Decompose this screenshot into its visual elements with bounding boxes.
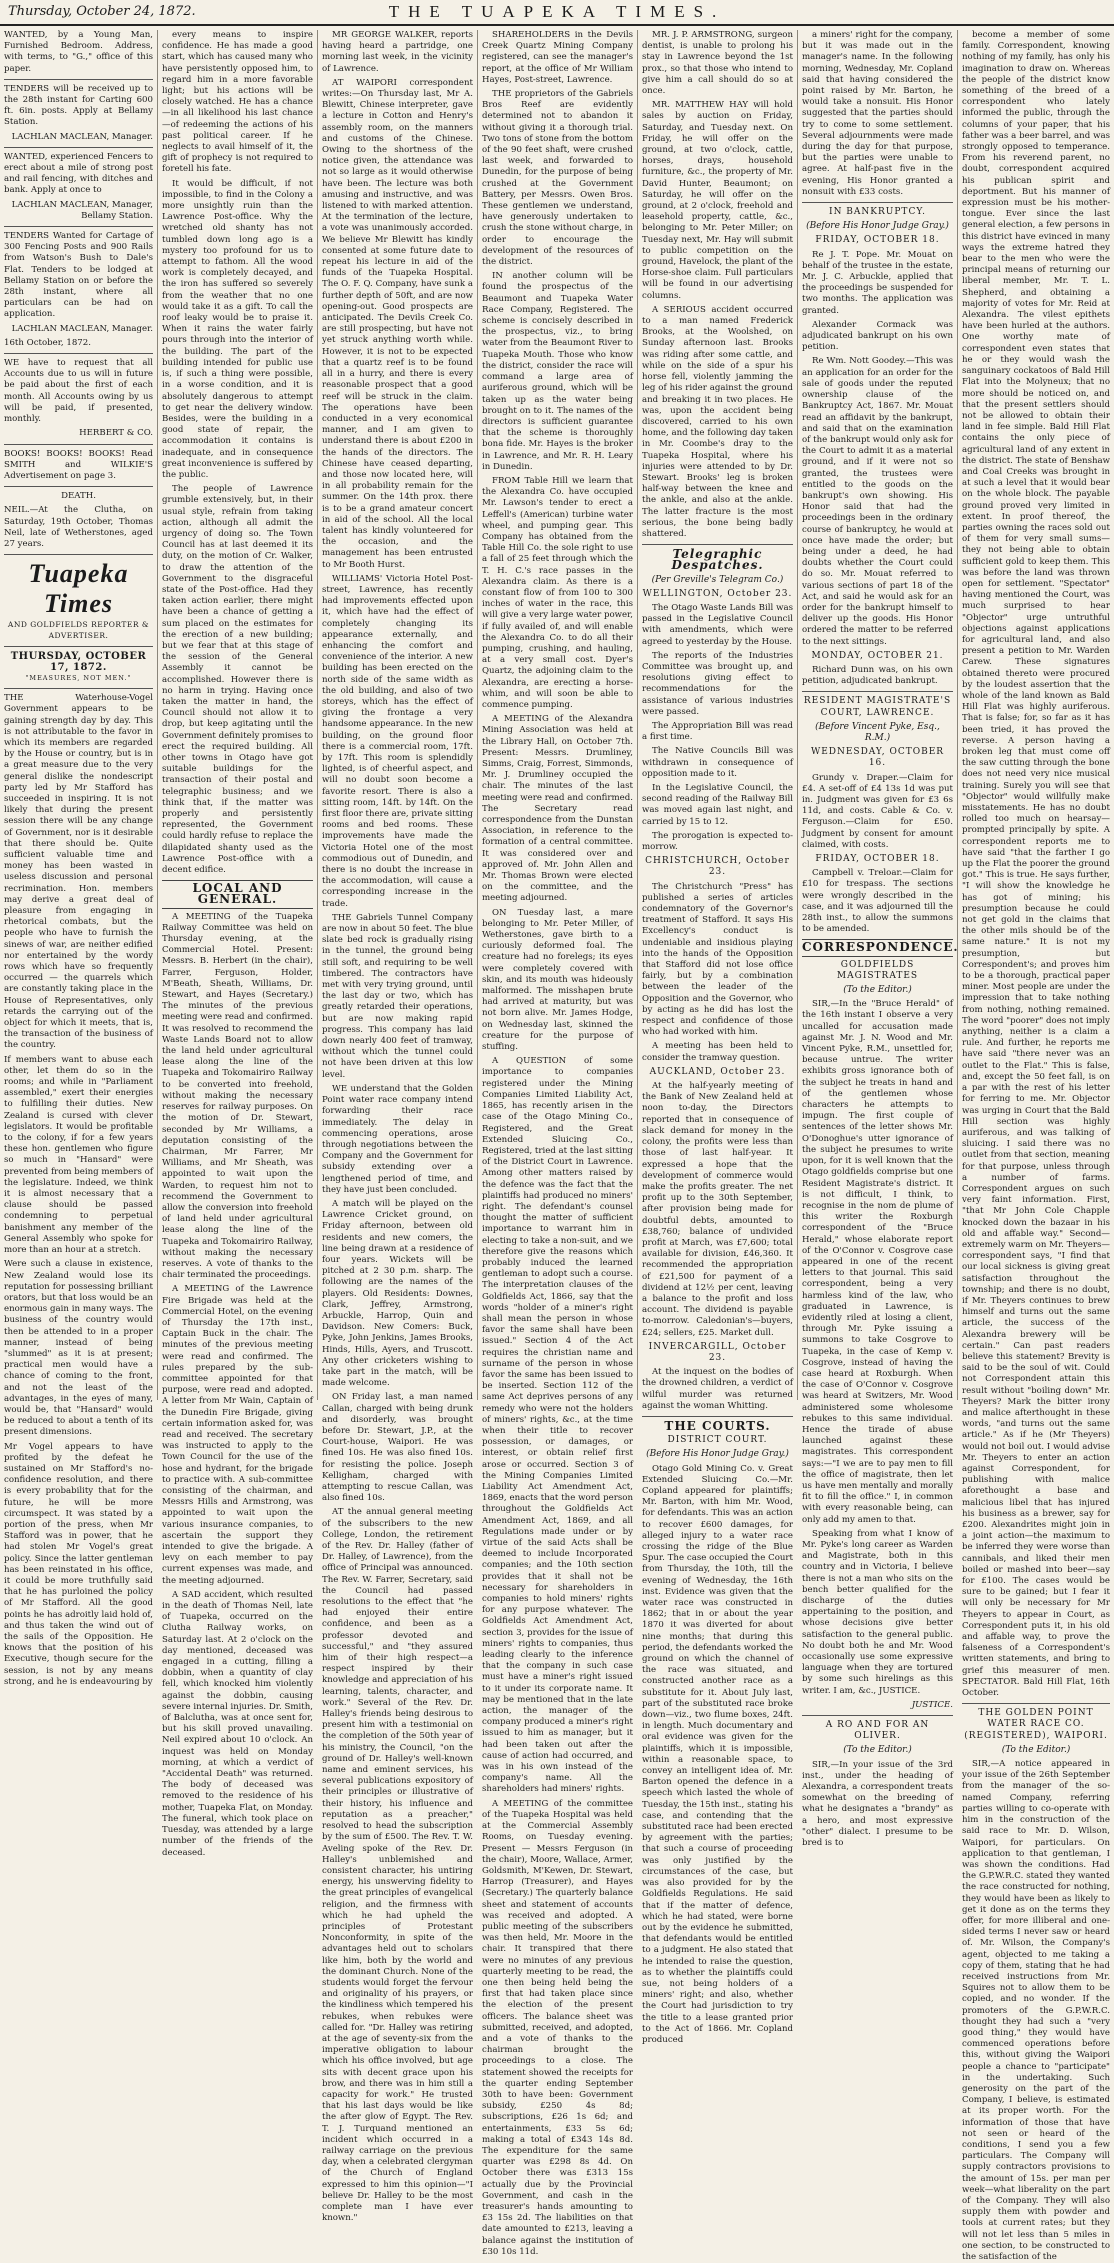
letter-paragraph: SIR,—A notice appeared in your issue of the 26th September from the manager of the so-named Company, referring parties willing to co-operate with him in the construction of the said race to Mr. D. Wilson, Waipori, for particulars. On application to that gentleman, I was shown the conditions. Had the G.P.W.R.C. stated they wanted the race constructed for nothing, they would have been as likely to get it done as on the terms they offer, for more illiberal and one-sided terms I never saw or heard of. Mr. Wilson, the Company's agent, objected to me taking a copy of them, stating that he had received instructions from Mr. Squires not to allow them to be copied, and no wonder. If the promoters of the G.P.W.R.C. thought they had such a "very good thing," they would have commenced operations before this, without giving the Waipori people a chance to "participate" in the undertaking. Such generosity on the part of the Company, I believe, is estimated at its proper worth. For the information of those that have not seen or heard of the conditions, I send you a few particulars. The Company will supply contractors provisions to the amount of 15s. per man per week—what liberality on the part of the Company. They will also supply them with powder and tools at current rates; but they will not let less than 5 miles in one section, to be constructed to the satisfaction of the	[962, 1759, 1110, 2263]
news-item: A MEETING of the committee of the Tuapeka Hospital was held at the Commercial Assembly Rooms, on Tuesday evening. Present — Messrs Ferguson (in the chair), Moore, Wallace, Armer, Goldsmith, M'Kewen, Dr. Stewart, Harrop (Treasurer), and Hayes (Secretary.) The quarterly balance sheet and statement of accounts was received and adopted. A public meeting of the subscribers was then held, Mr. Moore in the chair. It transpired that there were no minutes of any previous quarterly meeting to be read, the one then being held being the first that had taken place since the election of the present officers. The balance sheet was submitted, received, and adopted, and a vote of thanks to the chairman brought the proceedings to a close. The statement showed the receipts for the quarter ending September 30th to have been: Government subsidy, £250 4s 8d; subscriptions, £26 1s 6d; and entertainments, £33 5s 6d; making a total of £343 14s 8d. The expenditure for the same quarter was £298 8s 4d. On October there was £313 15s actually due by the Provincial Government, and cash in the treasurer's hands amounting to £3 15s 2d. The liabilities on that date amounted to £213, leaving a balance against the institution of £30 10s 11d.	[482, 1798, 633, 2257]
ad-tenders-cartage: TENDERS Wanted for Cartage of 300 Fencing Posts and 900 Rails from Watson's Bush to Dale's Flat. Tenders to be lodged at Bellamy Station on or before the 28th instant, where all particulars can be had on application.	[4, 231, 153, 320]
ad-tenders-posts: TENDERS will be received up to the 28th instant for Carting 600 ft. 6in. posts. Apply at Bellamy Station.	[4, 83, 153, 128]
rm-court-magistrate: (Before Vincent Pyke, Esq., R.M.)	[815, 721, 940, 743]
telegram: The prorogation is expected to-morrow.	[642, 830, 793, 853]
column-rule	[637, 30, 638, 1400]
paper-name: Tuapeka Times	[28, 559, 129, 619]
column-rule	[477, 30, 478, 1400]
dateline: INVERCARGILL, October 23.	[648, 1341, 787, 1363]
dateline: WELLINGTON, October 23.	[642, 588, 793, 599]
leader-paragraph: every means to inspire confidence. He has made a good start, which has caused many who have persistently opposed him, to regard him in a more favorable light; but his actions will be closely watched. He has a chance—in all likelihood his last chance—of redeeming the actions of his past political career. If he neglects to avail himself of it, the gift of prophecy is not required to foretell his fate.	[162, 30, 313, 175]
telegram: A meeting has been held to consider the tramway question.	[642, 1041, 793, 1063]
column-rule	[157, 30, 158, 1400]
news-item: WILLIAMS' Victoria Hotel Post-street, Lawrence, has recently had improvements effected upon it, which have had the effect of completely changing its appearance externally, and enhancing the comfort and convenience of the interior. A new building has been erected on the north side of the same width as the old building, and also of two storeys, which has the effect of giving the frontage a very handsome appearance. In the new building, on the ground floor there is a commercial room, 17ft. by 17ft. This room is splendidly lighted, is of cheerful aspect, and will no doubt soon become a favorite resort. There is also a sitting room, 14ft. by 14ft. On the first floor there are, private sitting rooms and bed rooms. These improvements have made the Victoria Hotel one of the most commodious out of Dunedin, and there is no doubt the increase in the accommodation, will cause a corresponding increase in the trade.	[322, 573, 473, 909]
letter-signature: JUSTICE.	[911, 1699, 953, 1710]
telegram: The Christchurch "Press" has published a series of articles condemnatory of the Governor's treatment of Stafford. It says His Excellency's conduct is undeniable and insidious playing into the hands of the Opposition that Stafford did not lose office fairly, but by a combination between the leader of the Opposition and the Governor, who by acting as he did has lost the respect and confidence of those who had worked with him.	[642, 881, 793, 1038]
news-item: MR GEORGE WALKER, reports having heard a partridge, one morning last week, in the vicinity of Lawrence.	[322, 30, 473, 74]
telegram: In the Legislative Council, the second reading of the Railway Bill was moved again last night, and carried by 15 to 12.	[642, 783, 793, 827]
news-item: ON Tuesday last, a mare belonging to Mr. Peter Miller, of Wetherstones, gave birth to a curiously deformed foal. The creature had no forelegs; its eyes were completely covered with skin, and its mouth was hideously malformed. The misshapen brute had arrived at maturity, but was not born alive. Mr. James Hodge, on Wednesday last, skinned the creature for the purpose of stuffing.	[482, 907, 633, 1053]
telegram: The Otago Waste Lands Bill was passed in the Legislative Council with amendments, which were agreed to yesterday by the House.	[642, 602, 793, 647]
news-item: MR. J. P. ARMSTRONG, surgeon dentist, is unable to prolong his stay in Lawrence beyond the 1st prox., so that those who intend to give him a call should do so at once.	[642, 30, 793, 97]
column-rule	[797, 30, 798, 1400]
bankruptcy-judge: (Before His Honor Judge Gray.)	[806, 221, 949, 232]
header-date: Thursday, October 24, 1872.	[8, 4, 196, 19]
district-court-judge: (Before His Honor Judge Gray.)	[646, 1449, 789, 1460]
letter-heading: THE GOLDEN POINT WATER RACE CO. (REGISTERED), WAIPORI.	[964, 1708, 1108, 1741]
ad-signature: LACHLAN MACLEAN, Manager.	[11, 323, 153, 334]
page-header	[0, 0, 1114, 26]
column-rule	[317, 30, 318, 1400]
death-heading: DEATH.	[61, 491, 96, 502]
letter-paragraph: SIR,—In the "Bruce Herald" of the 16th instant I observe a very uncalled for accusation made against Mr. J. N. Wood and Mr. Vincent Pyke, R.M., unsettled for, because untrue. The writer exhibits gross ignorance both of the subject he treats in hand and of the gentlemen whose characters he attempts to impugn. The first couple of sentences of the letter shows Mr. O'Donoghue's utter ignorance of the subject he presumes to write upon, for it is well known that the Otago goldfields comprise but one Resident Magistrate's district. It is not difficult, I think, to recognise in the nom de plume of this writer the Roxburgh correspondent of the "Bruce Herald," whose elaborate report of the O'Connor v. Cosgrove case appeared in one of the recent letters to that journal. This said correspondent, being a very harmless kind of the law, who graduated in Lawrence, is evidently riled at losing a client, through Mr. Pyke issuing a summons to take Cosgrove to Tuapeka, in the case of Kemp v. Cosgrove, instead of having the case heard at Roxburgh. When the case of O'Connor v. Cosgrove was heard at Switzers, Mr. Wood administered some wholesome rebukes to this same individual. Hence the tirade of abuse launched against these magistrates. This correspondent says:—"I we are to pay men to fill the office of magistrate, then let us have men mentally and morally fit to fill the office." I, in common with every reasonable being, can only add my amen to that.	[802, 999, 953, 1525]
column-rule	[957, 30, 958, 1400]
letter-paragraph: Speaking from what I know of Mr. Pyke's long career as Warden and Magistrate, both in this country and in Victoria, I believe there is not a man who sits on the bench better qualified for the discharge of the duties appertaining to the position, and whose decisions give better satisfaction to the general public. No doubt both he and Mr. Wood occasionally use some expressive language when they are tortured by some such hirelings as this writer. I am, &c., JUSTICE.	[802, 1528, 953, 1696]
news-item: MR. MATTHEW HAY will hold sales by auction on Friday, Saturday, and Tuesday next. On Friday, he will offer on the ground, at two o'clock, cattle, horses, drays, household furniture, &c., the property of Mr. David Hunter, Beaumont; on Saturday, he will offer on the ground, at 2 o'clock, freehold and leasehold property, cattle, &c., belonging to Mr. Peter Miller; on Tuesday next, Mr. Hay will submit to public competition on the ground, Havelock, the plant of the Horse-shoe claim. Full particulars will be found in our advertising columns.	[642, 100, 793, 301]
news-item: AT WAIPORI correspondent writes:—On Thursday last, Mr A. Blewitt, Chinese interpreter, gave a lecture in Cotton and Henry's assembly room, on the manners and customs of the Chinese. Owing to the shortness of the notice given, the attendance was not so large as it would otherwise have been. The lecture was both amusing and instructive, and was listened to with marked attention. At the termination of the lecture, a vote was unanimously accorded. We believe Mr Blewitt has kindly consented at some future date to repeat his lecture in aid of the funds of the Tuapeka Hospital. The O. F. Q. Company, have sunk a further depth of 50ft, and are now opening-out. Good prospects are anticipated. The Devils Creek Co. are still prospecting, but have not yet struck anything worth while. However, it is not to be expected that a quartz reef is to be found all in a hurry, and there is every reasonable prospect that a good reef will be struck in the claim. The operations have been conducted in a very economical manner, and I am given to understand there is about £200 in the hands of the directors. The Chinese have ceased departing, and those now located here, will in all probability remain for the summer. On the 14th prox. there is to be a grand amateur concert in aid of the school. All the local talent has kindly volunteered for the occasion, and the management has been entrusted to Mr Booth Hurst.	[322, 77, 473, 570]
news-item: IN another column will be found the prospectus of the Beaumont and Tuapeka Water Race Company, Registered. The scheme is concisely described in the prospectus, viz., to bring water from the Beaumont River to Tuapeka Mouth. Those who know the district, consider the race will command a large area of auriferous ground, which will be taken up as the water being brought on to it. The names of the directors is sufficient guarantee that the scheme is thoroughly bona fide. Mr. Hayes is the broker in Lawrence, and Mr. R. H. Leary in Dunedin.	[482, 271, 633, 472]
correspondence-heading: CORRESPONDENCE.	[802, 939, 953, 956]
telegram: At the half-yearly meeting of the Bank of New Zealand held at noon to-day, the Directors reported that in consequence of slack demand for money in the colony, the profits were less than those of last half-year. It expressed a hope that the development of commerce would make the profits greater. The net profit up to the 30th September, after provision being made for doubtful debts, amounted to £38,760; balance of undivided profit at March, was £7,600; total available for division, £46,360. It recommended the appropriation of £21,500 for payment of a dividend at 12½ per cent, leaving a balance to the profit and loss account. The dividend is payable to-morrow. Caledonian's—buyers, £24; sellers, £25. Market dull.	[642, 1081, 793, 1338]
rm-case: Grundy v. Draper.—Claim for £4. A set-off of £4 13s 1d was put in. Judgment was given for £3 6s 11d, and costs. Cable & Co. v. Ferguson.—Claim for £50. Judgment by consent for amount claimed, with costs.	[802, 772, 953, 850]
news-item: SHAREHOLDERS in the Devils Creek Quartz Mining Company registered, can see the manager's report, at the office of Mr William Hayes, Post-street, Lawrence.	[482, 30, 633, 85]
telegram: At the inquest on the bodies of the drowned children, a verdict of wilful murder was returned against the woman Whitting.	[642, 1367, 793, 1411]
ad-date: 16th October, 1872.	[4, 337, 91, 348]
column-1	[4, 30, 153, 1687]
ad-wanted-bedroom: WANTED, by a Young Man, Furnished Bedroom. Address, with terms, to "G.," office of this paper.	[4, 30, 153, 74]
news-item: A SERIOUS accident occurred to a man named Frederick Brooks, at the Woolshed, on Sunday afternoon last. Brooks was riding after some cattle, and while on the side of a spur his horse fell, violently jamming the leg of his rider against the ground and breaking it in two places. He was, upon the accident being discovered, carried to his own home, and the following day taken in Mr. Coombe's dray to the Tuapeka Hospital, where his injuries were attended to by Dr. Stewart. Brooks' leg is broken half-way between the knee and the ankle, and also at the ankle. The latter fracture is the most serious, the bone being badly shattered.	[642, 304, 793, 539]
leader-paragraph: Mr Vogel appears to have profited by the defeat he sustained on Mr Stafford's no-confidence resolution, and there is every probability that for the future, he will be more circumspect. It was stated by a portion of the press, when Mr Stafford was in power, that he had stolen Mr Vogel's great policy. Since the latter gentleman has been reinstated in his office, it could be more truthfully said that he has purloined the policy of Mr Stafford. All the good points he has adroitly laid hold of, and thus taken the wind out of the sails of the Opposition. He knows that the position of his Executive, though secure for the session, is not by any means strong, and he is endeavouring by	[4, 1441, 153, 1687]
telegraphic-source: (Per Greville's Telegram Co.)	[651, 574, 784, 585]
district-court-heading: DISTRICT COURT.	[667, 1435, 768, 1446]
paper-date: THURSDAY, OCTOBER 17, 1872.	[10, 650, 147, 673]
ad-wanted-fencers: WANTED, experienced Fencers to erect about a mile of strong post and rail fencing, with ditches and bank. Apply at once to	[4, 151, 153, 196]
leader-paragraph: If members want to abuse each other, let them do so in the rooms; and while in "Parliament assembled," exert their energies to fulfilling their duties. New Zealand is cursed with clever legislators. It would be profitable to the colony, if for a few years these hon. gentlemen who figure so much in "Hansard" were prevented from being members of the legislature. Indeed, we think it is almost necessary that a clause should be passed condemning to perpetual banishment any member of the General Assembly who spoke for more than an hour at a stretch.	[4, 1054, 153, 1256]
news-item: AT the annual general meeting of the subscribers to the new College, London, the retirement of the Rev. Dr. Halley (father of Dr. Halley, of Lawrence), from the office of Principal was announced. The Rev. W. Farrer, Secretary, said the Council had passed resolutions to the effect that "he had enjoyed their entire confidence, and been as a professor devoted and successful," and "they assured him of their high respect—a respect inspired by their knowledge and appreciation of his learning, talents, character, and work." Several of the Rev. Dr. Halley's friends being desirous to present him with a testimonial on the completion of the 50th year of his ministry, the Council, "on the ground of Dr. Halley's well-known name and eminent services, his several publications expository of their principles or illustrative of their history, his influence and reputation as a preacher," resolved to head the subscription by the sum of £500. The Rev. T. W. Aveling spoke of the Rev. Dr. Halley's unblemished and consistent character, his untiring energy, his unswerving fidelity to the great principles of evangelical religion, and the firmness with which he had upheld the principles of Protestant Nonconformity, in spite of the advantages held out to scholars like him, both by the world and the dominant Church. None of the students would forget the fervour and originality of his prayers, or the kindliness which tempered his rebukes, when rebukes were called for. "Dr. Halley was retiring at the age of seventy-six from the imperative obligation to labour which his office involved, but age sits with decent grace upon his brow, and there was in him still a capacity for work." He trusted that his last days would be like the after glow of Egypt. The Rev. T. J. Turquand mentioned an incident which occurred in a railway carriage on the previous day, when a celebrated clergyman of the Church of England expressed to him this opinion—"I believe Dr. Halley to be the most complete man I have ever known."	[322, 1507, 473, 2224]
column-7	[962, 30, 1110, 2263]
dateline: MONDAY, OCTOBER 21.	[811, 650, 944, 661]
ad-books: BOOKS! BOOKS! BOOKS! Read SMITH and WILKIE'S Advertisement on page 3.	[4, 448, 153, 481]
bankruptcy-case: Re Wm. Nott Goodey.—This was an application for an order for the sale of goods under the reputed ownership clause of the Bankruptcy Act, 1867. Mr. Mouat read an affidavit by the bankrupt, and said that on the examination of the bankrupt would only ask for the Court to admit it as a material ground, and if it were not so granted, the trustees were entitled to the goods on the bankrupt's own showing. His Honor said that had the proceedings been in the ordinary course of bankruptcy, he would at once have made the order; but being under a deed, he had doubts whether the Court could do so. Mr. Mouat referred to various sections of part 18 of the Act, and said he would ask for an order for the bankrupt himself to deliver up the goods. His Honor ordered the matter to be referred to the next sittings.	[802, 356, 953, 647]
news-item: A match will be played on the Lawrence Cricket ground, on Friday afternoon, between old residents and new comers, the line being drawn at a residence of four years. Wickets will be pitched at 2 30 p.m. sharp. The following are the names of the players. Old Residents: Downes, Clark, Jeffrey, Armstrong, Arbuckle, Harrop, Quin and Davidson. New Comers: Buck, Pyke, John Jenkins, James Brooks, Hinds, Hills, Ayers, and Truscott. Any other cricketers wishing to take part in the match, will be made welcome.	[322, 1198, 473, 1389]
letter-paragraph: SIR,—In your issue of the 3rd inst., under the heading of Alexandra, a correspondent treats somewhat on the breeding of what he designates a "brandy" as a hero, and most expressive "other" dialect. I presume to be bred is to	[802, 1759, 953, 1849]
court-report: Otago Gold Mining Co. v. Great Extended Sluicing Co.—Mr. Copland appeared for plaintiffs; Mr. Barton, with him Mr. Wood, for defendants. This was an action to recover £600 damages, for alleged injury to a water race crossing the ridge of the Blue Spur. The case occupied the Court from Thursday, the 10th, till the evening of Wednesday, the 16th inst. Evidence was given that the water race was constructed in 1862; that in or about the year 1870 it was diverted for about nine months; that during this period, the defendants worked the ground on which the channel of the race was situated, and constructed another race as a substitute for it. About July last, part of the substituted race broke down—viz., two flume boxes, 24ft. in length. Much documentary and oral evidence was given for the plaintiffs, which it is impossible, within a reasonable space, to convey an intelligent idea of. Mr. Barton opened the defence in a speech which lasted the whole of Tuesday, the 15th inst., stating his case, and contending that the substituted race had been erected by agreement with the parties; that such a course of proceeding was only justified by the circumstances of the case, but was also provided for by the Goldfields Regulations. He said that if the matter of defence, which he had stated, were borne out by the evidence he submitted, that defendants would be entitled to a judgment. He also stated that he intended to raise the question, as to whether the plaintiffs could sue, not being holders of a miners' right; and also, whether the Court had jurisdiction to try the title to a lease granted prior to the Act of 1866. Mr. Copland produced	[642, 1463, 793, 2045]
letter-heading: A RO AND FOR AN OLIVER.	[825, 1720, 930, 1742]
news-item: WE understand that the Golden Point water race company intend forwarding their race immediately. The delay in commencing operations, arose through negotiations between the Company and the Government for subsidy extending over a lengthened period of time, and they have just been concluded.	[322, 1083, 473, 1195]
column-2	[162, 30, 313, 1858]
header-masthead: THE TUAPEKA TIMES.	[388, 2, 726, 21]
leader-paragraph: The people of Lawrence grumble extensively, but, in their usual style, refrain from taking action, although all admit the urgency of doing so. The Town Council has at last deemed it its duty, on the motion of Cr. Walker, to draw the attention of the Government to the disgraceful state of the Post-office. Had they taken action earlier, there might have been a chance of getting a sum placed on the estimates for the erection of a new building; but we fear that at this stage of the session of the General Assembly it cannot be accomplished. However there is no harm in trying. Having once taken the matter in hand, the Council should not allow it to drop, but keep agitating until the Government definitely promises to erect the required building. All other towns in Otago have got suitable buildings for the transaction of their postal and telegraphic business; and we think that, if the matter was properly and persistently represented, the Government could hardly refuse to replace the dilapidated shanty used as the Lawrence Post-office with a decent edifice.	[162, 484, 313, 876]
dateline: FRIDAY, OCTOBER 18.	[815, 854, 940, 865]
news-item: ON Friday last, a man named Callan, charged with being drunk and disorderly, was brought before Dr. Stewart, J.P., at the Court-house, Waipori. He was fined 10s. He was also fined 10s. for resisting the police. Joseph Kelligham, charged with attempting to rescue Callan, was also fined 10s.	[322, 1392, 473, 1504]
letter-addressee: (To the Editor.)	[843, 1745, 912, 1756]
letter-addressee: (To the Editor.)	[1001, 1744, 1071, 1755]
letter-addressee: (To the Editor.)	[843, 985, 912, 996]
column-6	[802, 30, 959, 1849]
telegram: The Native Councils Bill was withdrawn in consequence of opposition made to it.	[642, 746, 793, 779]
column-4	[482, 30, 633, 2257]
column-5	[642, 30, 793, 2045]
paper-subtitle: AND GOLDFIELDS REPORTER & ADVERTISER.	[7, 620, 150, 641]
bankruptcy-case: Alexander Cormack was adjudicated bankrupt on his own petition.	[802, 319, 953, 353]
ad-signature: LACHLAN MACLEAN, Manager, Bellamy Station.	[11, 199, 153, 221]
court-report: a miners' right for the company, but it was made out in the manager's name. In the following morning, Wednesday, Mr. Copland said that having considered the point raised by Mr. Barton, he would take a nonsuit. His Honor suggested that the parties should try to come to some settlement. Several adjournments were made during the day for that purpose, but the parties were unable to agree. At half-past five in the evening, His Honor granted a nonsuit with £33 costs.	[802, 30, 953, 197]
death-notice: NEIL.—At the Clutha, on Saturday, 19th October, Thomas Neil, late of Wetherstones, aged 27 years.	[4, 505, 153, 549]
paper-motto: "MEASURES, NOT MEN."	[25, 673, 132, 682]
dateline: AUCKLAND, October 23.	[649, 1066, 786, 1077]
news-item: A MEETING of the Lawrence Fire Brigade was held at the Commercial Hotel, on the evening of Thursday the 17th inst., Captain Buck in the chair. The minutes of the previous meeting were read and confirmed. The rules prepared by the sub-committee appointed for that purpose, were read and adopted. A letter from Mr Wain, Captain of the Dunedin Fire Brigade, giving certain information asked for, was read and received. The secretary was instructed to apply to the Town Council for the use of the hose and hydrant, for the brigade to practice with. A sub-committee consisting of the chairman, and Messrs Hills and Armstrong, was appointed to wait upon the various insurance companies, to ascertain the support they intended to give the brigade. A levy on each member to pay current expenses was made, and the meeting adjourned.	[162, 1284, 313, 1586]
rm-case: Campbell v. Treloar.—Claim for £10 for trespass. The sections were wrongly described in the case, and it was adjourned till the 28th inst., to allow the summons to be amended.	[802, 868, 953, 935]
ads-block	[4, 30, 153, 482]
news-item: THE proprietors of the Gabriels Bros Reef are evidently determined not to abandon it without giving it a thorough trial. Two tons of stone from the bottom of the 90 feet shaft, were crushed last week, and forwarded to Dunedin, for the purpose of being crushed at the Government Battery, per Messrs. Owen Bros. These gentlemen we understand, have generously undertaken to crush the stone without charge, in order to encourage the development of the resources of the district.	[482, 89, 633, 268]
courts-heading: THE COURTS.	[664, 1418, 771, 1433]
news-item: A SAD accident, which resulted in the death of Thomas Neil, late of Tuapeka, occurred on the Clutha Railway works, on Saturday last. At 2 o'clock on the day mentioned, deceased was engaged in a cutting, filling a dobbin, when a quantity of clay fell, which knocked him violently against the dobbin, causing severe internal injuries. Dr. Smith, of Balclutha, was at once sent for, but his skill proved unavailing. Neil expired about 10 o'clock. An inquest was held on Monday morning, at which a verdict of "Accidental Death" was returned. The body of deceased was removed to the residence of his mother, Tuapeka Flat, on Monday. The funeral, which took place on Tuesday, was attended by a large number of the friends of the deceased.	[162, 1589, 313, 1858]
dateline: WEDNESDAY, OCTOBER 16.	[810, 747, 945, 769]
letter-paragraph: become a member of some family. Correspondent, knowing nothing of my family, has only his imagination to draw on. Whereas the people of the district know something of the breed of a correspondent who lately informed the public, through the columns of your paper, that his father was a beer barrel, and was strongly opposed to temperance. From his reverend parent, no doubt, correspondent acquired his publican spirit and deportment. But his manner of expression must be his mother-tongue. Ever since the last general election, a few persons in this district have evinced in many ways the extreme hatred they bear to the men who were the principal means of returning our liberal member, Mr. T. L. Shepherd, and obtaining a majority of votes for Mr. Reid at Alexandra. The vilest epithets have been hurled at the authors. One worthy mate of correspondent even states that he or they would wash the sanguinary cockatoos of Bald Hill Flat into the Molyneux; that no more should be noticed on, and that the present settlers should not be allowed to obtain their land in fee simple. Bald Hill Flat contains the only piece of agricultural land of any extent in the district. The state of Benshaw and Coal Creeks was brought in at such a level that it would bear on the whole block. The payable ground proved very limited in extent. In proof thereof, the parties owning the races sold out of them for very small sums—they not being able to obtain sufficient gold to keep them. This was before the land was thrown open for settlement. "Spectator" having mentioned the Court, was much surprised to hear "Objector" urge untruthful objections against applications for agricultural land, and also present a petition to Mr. Warden Carew. These signatures obtained thereto were procured by the loudest assertion that the whole of the land known as Bald Hill Flat was highly auriferous. That is false; for, so far as it has been tried, it has proved the reverse. A person having a broken leg that must come off the saw cutting through the bone does not need very nice musical training. Surely you will see that "Objector" would willfully make misstatements. He has no doubt rolled too much on hearsay—prompted principally by spite. A correspondent reports me to have said "that the farther I go up the Flat the poorer the ground got." This is true. He says further, "I will show the knowledge he has got of mining; his presumption because he could not get gold in the claims that the other mils should be of the same nature." It is not my presumption, but Correspondent's; and proves him to be a thorough, practical paper miner. Most people are under the impression that to take nothing from nothing, nothing remained. The word "poorer" does not imply anything, neither is a claim a rule. And further, he reports me have said "there never was an outlet to the Flat." This is false, and, except the 50 feet fall, is on a par with the rest of his letter for ferring to me. Mr. Objector was urging in Court that the Bald Hill section was highly auriferous, and was talking of sluicing. I said there was no outlet from that section, meaning for that purpose, unless through a number of farms. Correspondent argues on such very faint information. First, "that Mr John Cole Chapple knocked down the bazaar in his old and affable way." Second—extremely warm on Mr. Theyers—correspondent says, "I find that our local sickness is giving great satisfaction throughout the township; and there is no doubt, if Mr. Theyers continues to brew himself and turns out the same article, the success of the Alexandra brewery will be certain." Can past readers believe this statement? Brevity is said to be the soul of wit. Could not Correspondent attain this result without "boiling down" Mr. Theyers? Mark the bitter irony and malice afterthought in these words, "and turns out the same article." As if he (Mr Theyers) would not boil out. I would advise Mr. Theyers to enter an action against Correspondent, for publishing with malice aforethought a base and malicious libel that has injured his business as a brewer, say for £200. Alexandrites might join in a joint action—the maximum to be inferred they were worse than cannibals, and liked their men boiled or mashed into beer—say for £100. The cases would be sure to be gained; but I fear it will only be necessary for Mr Theyers to appear in Court, as Correspondent puts it, in his old and affable way, to prove the falseness of a Correspondent's written statements, and bring to grief this measurer of men. SPECTATOR. Bald Hill Flat, 16th October.	[962, 30, 1110, 1699]
leader-paragraph: Were such a clause in existence, New Zealand would lose its reputation for possessing brilliant orators, but that loss would be an enormous gain in many ways. The business of the country would then be attended to in a proper manner, instead of being "slummed" as it is at present; practical men would have a chance of coming to the front, and not the least of the advantages, in the eyes of many, would be, that "Hansard" would be reduced to about a tenth of its present dimensions.	[4, 1259, 153, 1438]
news-item: THE Gabriels Tunnel Company are now in about 50 feet. The blue slate bed rock is gradually rising in the tunnel, the ground being still soft, and requiring to be well timbered. The contractors have met with very trying ground, until the last day or two, which has greatly retarded their operations, but are now making rapid progress. This company has laid down nearly 400 feet of tramway, without which the tunnel could not have been driven at this low level.	[322, 912, 473, 1080]
local-general-heading: LOCAL AND GENERAL.	[162, 880, 313, 908]
news-item: A MEETING of the Alexandra Mining Association was held at the Library Hall, on October 7th. Present: Messrs. Drumliney, Simms, Craig, Forrest, Simmonds, Mr. J. Drumliney occupied the chair. The minutes of the last meeting were read and confirmed. The Secretary read correspondence from the Dunstan Association, in reference to the formation of a central committee. It was considered over and approved of. Mr. John Allen and Mr. Thomas Brown were elected on the committee, and the meeting adjourned.	[482, 714, 633, 904]
dateline: FRIDAY, OCTOBER 18.	[815, 235, 940, 246]
ad-signature: HERBERT & CO.	[79, 428, 153, 439]
rm-court-heading: RESIDENT MAGISTRATE'S COURT, LAWRENCE.	[803, 696, 952, 718]
letter-heading: GOLDFIELDS MAGISTRATES	[836, 959, 919, 981]
bankruptcy-case: Richard Dunn was, on his own petition, adjudicated bankrupt.	[802, 664, 953, 687]
bankruptcy-heading: IN BANKRUPTCY.	[829, 207, 926, 218]
ad-signature: LACHLAN MACLEAN, Manager.	[11, 131, 153, 142]
dateline: CHRISTCHURCH, October 23.	[645, 856, 790, 878]
leader-paragraph: THE Waterhouse-Vogel Government appears to be gaining strength day by day. This is not attributable to the favor in which its members are regarded by the House or country, but is in a great measure due to the very general dislike the nondescript party led by Mr Stafford has succeeded in inspiring. It is not likely that during the present session there will be any change of Government, nor is it desirable that there should be. Quite sufficient valuable time and money has been wasted in useless discussion and personal recrimination. Hon. members may derive a great deal of pleasure from engaging in rhetorical combats, but the people who have to furnish the sinews of war, are neither edified nor entertained by the wordy rows which have so frequently occurred — the quarrels which are constantly taking place in the House of Representatives, only retards the carrying out of the object for which it meets, that is, the transaction of the business of the country.	[4, 693, 153, 1051]
news-item: A QUESTION of some importance to companies registered under the Mining Companies Limited Liability Act, 1865, has recently arisen in the case of the Otago Mining Co., Registered, and the Great Extended Sluicing Co., Registered, tried at the last sitting of the District Court in Lawrence. Among other matters raised by the defence was the fact that the plaintiffs had produced no miners' right. The defendant's counsel thought the matter of sufficient importance to warrant him in electing to take a non-suit, and we therefore give the reasons which probably induced the learned gentleman to adopt such a course. The interpretation clauses of the Goldfields Act, 1866, say that the words "holder of a miner's right shall mean the person in whose favor the same shall have been issued." Section 4 of the Act requires the christian name and surname of the person in whose favor the same has been issued to be inserted. Section 112 of the same Act deprives persons of any remedy who were not the holders of miners' rights, &c., at the time when their title to recover possession, or damages, or interest, or obtain relief first arose or occurred. Section 3 of the Mining Companies Limited Liability Act Amendment Act, 1869, enacts that the word person throughout the Goldfields Act Amendment Act, 1869, and all Regulations made under or by virtue of the said Acts shall be deemed to include Incorporated companies; and the 10th section provides that it shall not be necessary for shareholders in companies to hold miners' rights for any purpose whatever. The Goldfields Act Amendment Act, section 3, provides for the issue of miners' rights to companies, thus leading clearly to the inference that the company in such case must have a miner's right issued to it under its corporate name. It may be mentioned that in the late action, the manager of the company produced a miner's right issued to him as manager, but it had been taken out after the cause of action had occurred, and was in his own instead of the company's name. All the shareholders had miners' rights.	[482, 1056, 633, 1795]
column-3	[322, 30, 473, 2224]
telegram: The reports of the Industries Committee was brought up, and resolutions giving effect to recommendations for the assistance of various industries were passed.	[642, 650, 793, 717]
telegram: The Appropriation Bill was read a first time.	[642, 720, 793, 743]
telegraphic-heading: Telegraphic Despatches.	[671, 547, 764, 573]
news-item: FROM Table Hill we learn that the Alexandra Co. have occupied Mr. Lawson's tender to erect a Leffell's (American) turbine water wheel, and pumping gear. This Company has obtained from the Table Hill Co. the sole right to use a fall of 25 feet through which the T. H. C.'s race passes in the Alexandra claim. As there is a constant flow of from 100 to 300 inches of water in the race, this will give a very large water power, if fully availed of, and will enable the Alexandra Co. to do all their pumping, crushing, and hauling, at a very small cost. Dyer's Quartz, the adjoining claim to the Alexandra, are erecting a horse-whim, and will soon be able to commence pumping.	[482, 475, 633, 710]
news-item: A MEETING of the Tuapeka Railway Committee was held on Thursday evening, at the Commercial Hotel. Present: Messrs. B. Herbert (in the chair), Farrer, Ferguson, Holder, M'Beath, Sheath, Williams, Dr. Stewart, and Hayes (Secretary.) The minutes of the previous meeting were read and confirmed. It was resolved to recommend the Waste Lands Board not to allow the land held under agricultural lease along the line of the Tuapeka and Tokomairiro Railway to be converted into freehold, without making the necessary reserves for railway purposes. On the motion of Dr. Stewart, seconded by Mr Williams, a deputation consisting of the Chairman, Mr Farrer, Mr Williams, and Mr Sheath, was appointed to wait upon the Warden, to request him not to recommend the Government to allow the conversion into freehold of land held under agricultural lease along the line of the Tuapeka and Tokomairiro Railway, without making the necessary reserves. A vote of thanks to the chair terminated the proceedings.	[162, 911, 313, 1281]
bankruptcy-case: Re J. T. Pope. Mr. Mouat on behalf of the trustee in the estate, Mr. J. C. Arbuckle, applied that the proceedings be suspended for two months. The application was granted.	[802, 249, 953, 316]
leader-paragraph: It would be difficult, if not impossible, to find in the Colony a more unsightly ruin than the Lawrence Post-office. Why the wretched old shanty has not tumbled down long ago is a mystery too profound for us to attempt to fathom. All the wood work is completely decayed, and the iron has suffered so severely from the weather that no one would take it as a gift. To call the roof leaky would be to praise it. When it rains the water fairly pours through into the interior of the building. The part of the building intended for public use is, if such a thing were possible, in a worse condition, and it is absolutely dangerous to attempt to get near the delivery window. Besides, were the building in a good state of repair, the accommodation it contains is inadequate, and in consequence great inconvenience is suffered by the public.	[162, 178, 313, 480]
ad-accounts-notice: WE have to request that all Accounts due to us will in future be paid about the first of each month. All Accounts owing by us will be paid, if presented, monthly.	[4, 358, 153, 425]
